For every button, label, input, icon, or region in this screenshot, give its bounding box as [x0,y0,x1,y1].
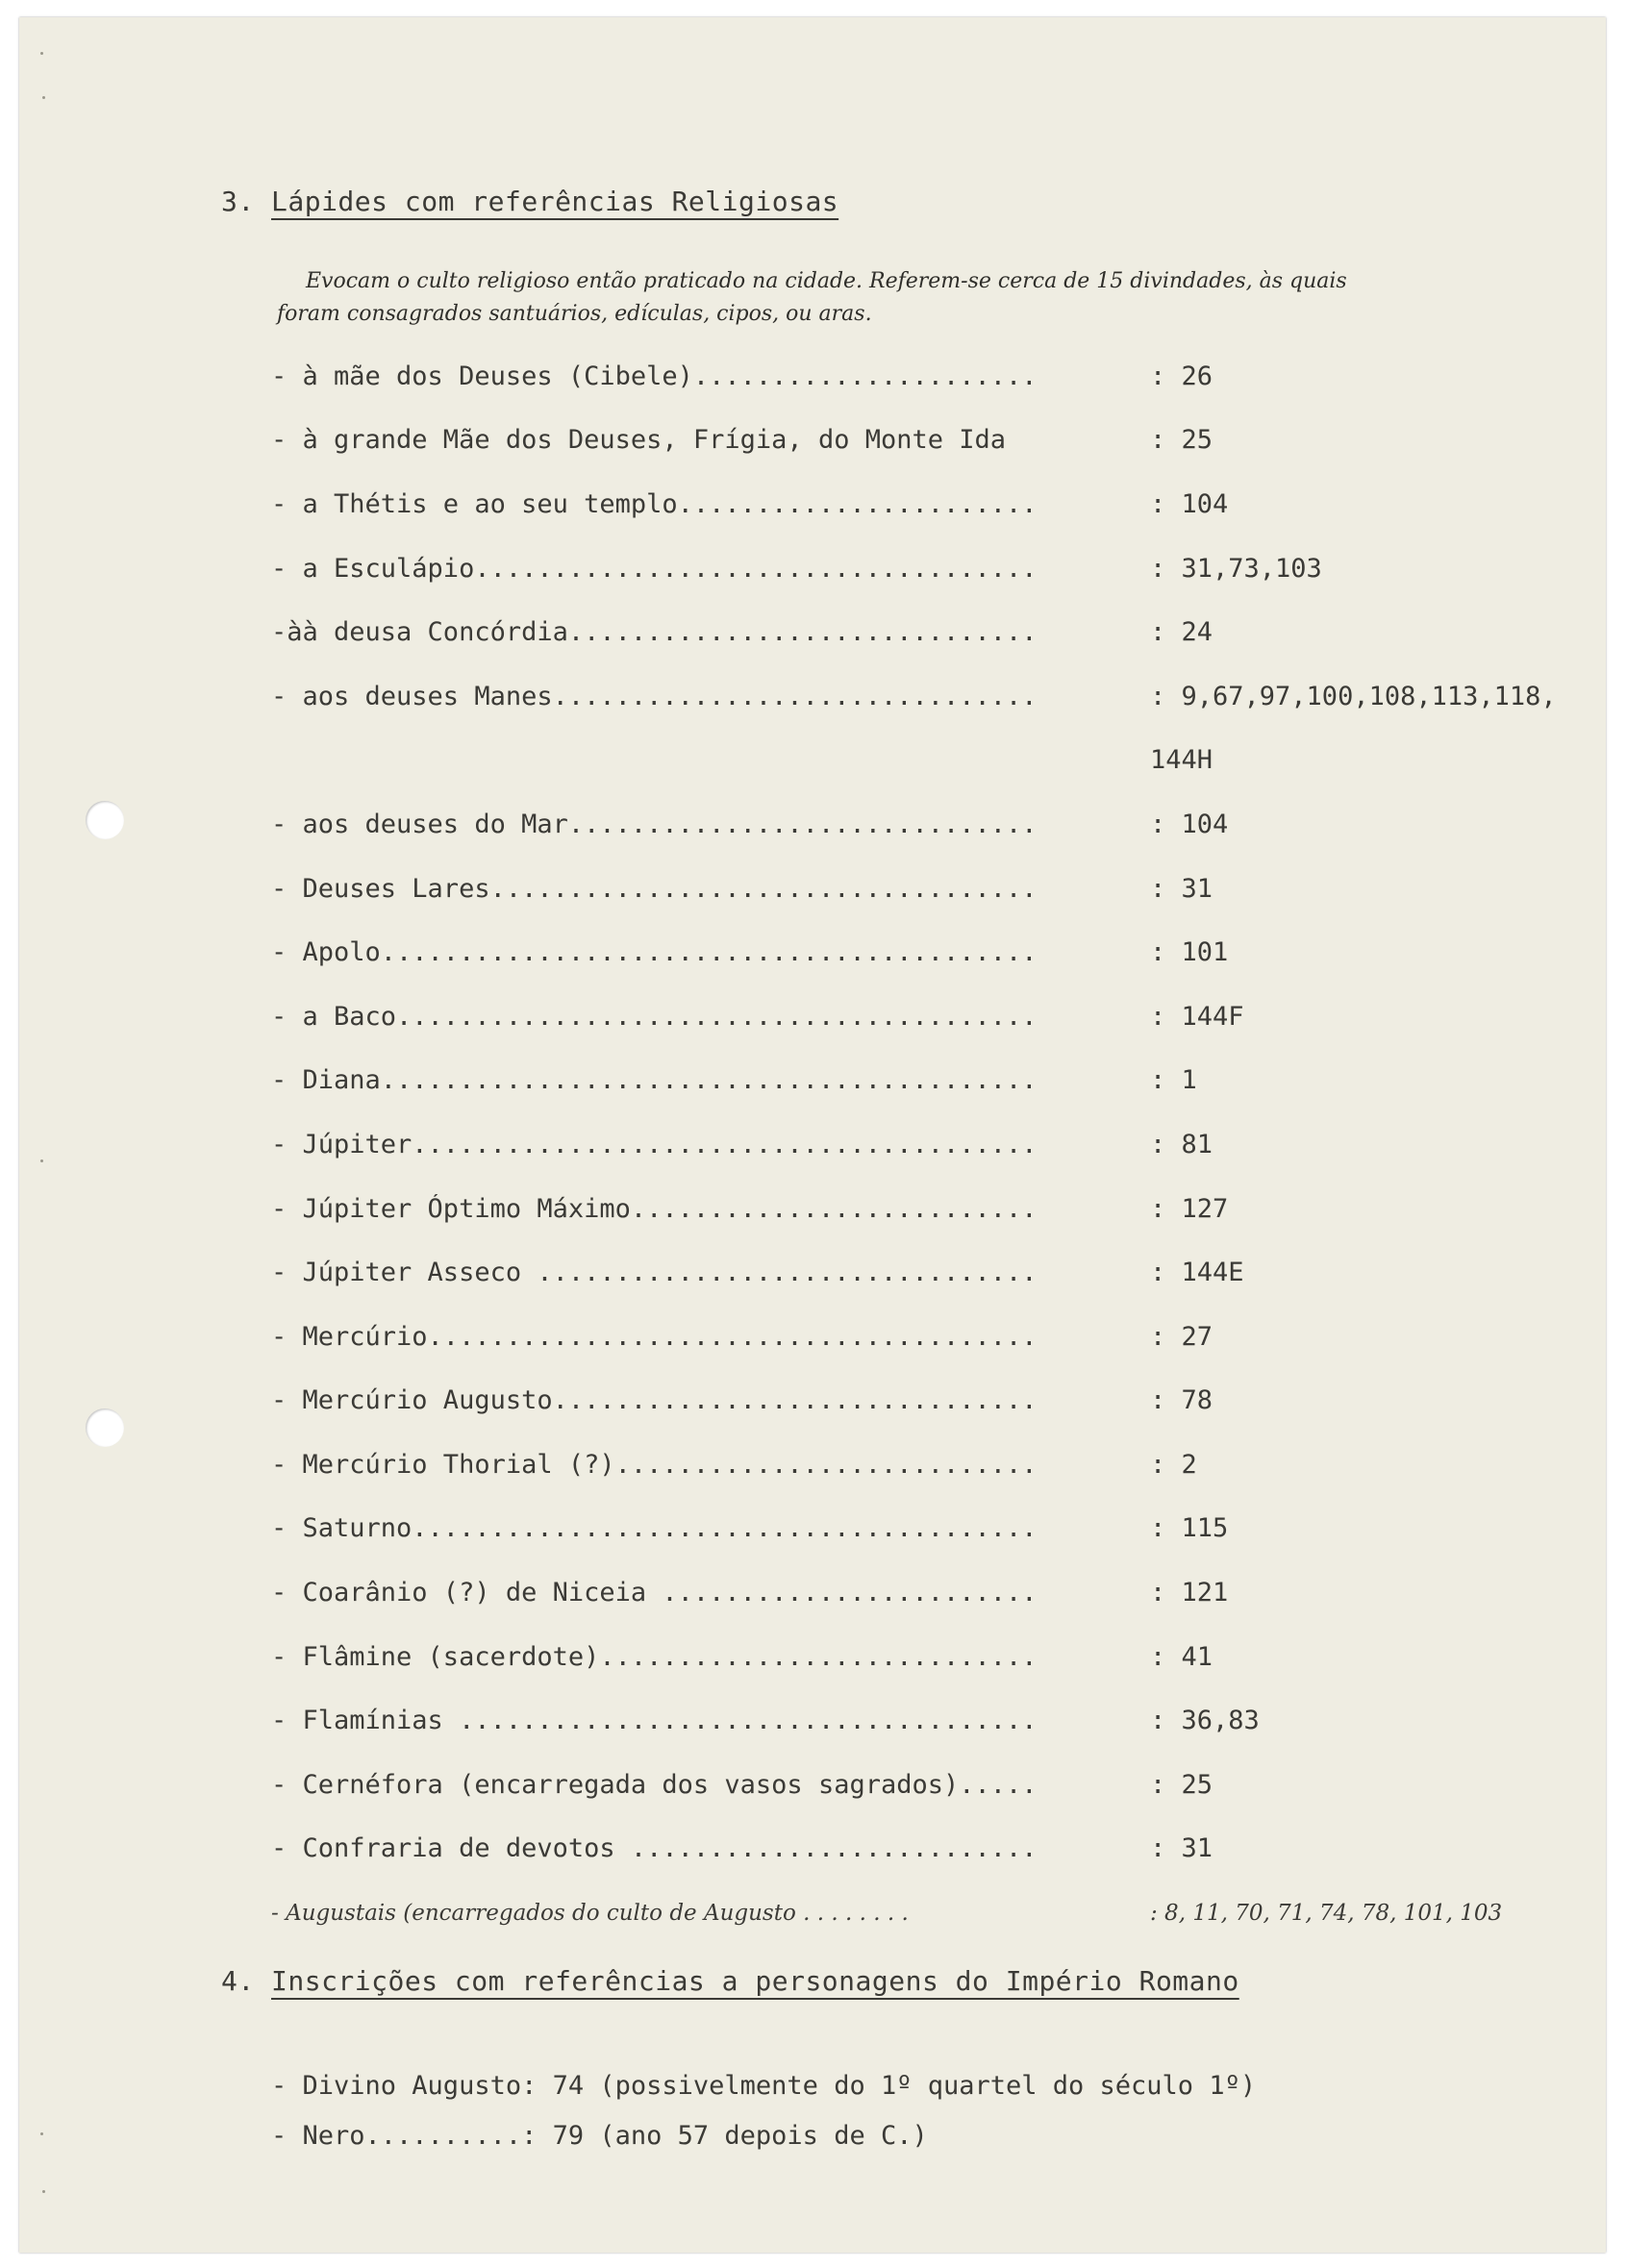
list-item [271,536,1598,601]
entry-value: : 9,67,97,100,108,113,118, [1150,681,1557,711]
entry-label: - Saturno........................................ [271,1513,1038,1544]
list-item [271,1625,1598,1689]
list-item-handwritten [271,1881,1598,1945]
entry-label: - Júpiter Óptimo Máximo.......................... [271,1193,1038,1224]
section-3-title: Lápides com referências Religiosas [271,186,839,217]
entry-label: -àà deusa Concórdia.............................. [271,617,1038,648]
list-item [271,1497,1598,1561]
punch-hole-top [86,801,124,839]
entry-label: - Augustais (encarregados do culto de Augusto . . . . . . . . [271,1900,909,1926]
entry-value: : 25 [1150,425,1213,456]
list-item [271,1433,1598,1497]
entry-value: : 31 [1150,1833,1213,1864]
entry-label: - Mercúrio Augusto............................... [271,1385,1038,1416]
list-item [271,664,1598,729]
entry-label: - aos deuses do Mar.............................. [271,809,1038,839]
list-item [271,344,1598,409]
list-item [271,1369,1598,1433]
handwritten-note-line-2: foram consagrados santuários, edículas, cipos, ou aras. [277,302,872,326]
list-item [271,600,1598,664]
list-item [271,1177,1598,1241]
entry-value: : 144F [1150,1001,1244,1032]
entry-label: - Flamínias ..................................... [271,1706,1038,1736]
list-item [271,1305,1598,1369]
list-item [271,1753,1598,1817]
entry-value: : 127 [1150,1193,1229,1224]
section-4-title: Inscrições com referências a personagens do Império Romano [271,1965,1239,1997]
list-item [271,1560,1598,1625]
list-item-continuation [271,729,1598,793]
entry-label: - Deuses Lares................................... [271,873,1038,904]
entry-label: - a Baco......................................... [271,1001,1038,1032]
entry-label: - aos deuses Manes............................... [271,681,1038,711]
entry-value: : 1 [1150,1065,1197,1096]
section-3-heading [221,186,838,217]
entry-label: - Júpiter Asseco ................................ [271,1258,1038,1288]
entry-value: : 31,73,103 [1150,553,1322,584]
list-item [271,1240,1598,1305]
entry-value: : 144E [1150,1258,1244,1288]
section-4-heading [221,1965,1239,1997]
entry-label: - à mãe dos Deuses (Cibele)...................... [271,361,1038,391]
scanned-page [19,17,1606,2253]
entry-label: - Mercúrio....................................... [271,1321,1038,1352]
entry-value: : 104 [1150,488,1229,519]
entry-value: : 8, 11, 70, 71, 74, 78, 101, 103 [1150,1900,1503,1926]
handwritten-note-line-1: Evocam o culto religioso então praticado na cidade. Referem-se cerca de 15 divindades, às quais [306,269,1347,293]
list-item [271,1688,1598,1753]
paper-speck [42,96,45,99]
entry-label: - Mercúrio Thorial (?)........................... [271,1449,1038,1480]
entry-value: 144H [1150,745,1213,776]
entry-label: - Cernéfora (encarregada dos vasos sagrados)..... [271,1769,1038,1800]
entry-value: : 81 [1150,1129,1213,1159]
paper-speck [42,2190,45,2193]
deity-index-list [271,344,1598,1945]
entry-value: : 24 [1150,617,1213,648]
entry-label: - Confraria de devotos .......................... [271,1833,1038,1864]
list-item [271,1817,1598,1882]
entry-label: - Flâmine (sacerdote)............................ [271,1641,1038,1672]
list-item [271,857,1598,921]
entry-value: : 78 [1150,1385,1213,1416]
list-item: - Nero..........: 79 (ano 57 depois de C.) [271,2120,928,2151]
list-item: - Divino Augusto: 74 (possivelmente do 1º quartel do século 1º) [271,2070,1257,2101]
entry-value: : 2 [1150,1449,1197,1480]
entry-value: : 26 [1150,361,1213,391]
entry-value: : 104 [1150,809,1229,839]
section-4-number: 4. [221,1965,255,1997]
entry-value: : 36,83 [1150,1706,1260,1736]
list-item [271,792,1598,857]
entry-label: - Coarânio (?) de Niceia ........................ [271,1578,1038,1608]
entry-value: : 25 [1150,1769,1213,1800]
list-item [271,472,1598,536]
list-item [271,409,1598,473]
paper-speck [40,52,43,55]
entry-value: : 121 [1150,1578,1229,1608]
list-item [271,984,1598,1049]
entry-value: : 101 [1150,937,1229,968]
entry-label: - Júpiter........................................ [271,1129,1038,1159]
entry-label: - a Esculápio.................................... [271,553,1038,584]
entry-label: - Diana.......................................... [271,1065,1038,1096]
list-item [271,1112,1598,1177]
entry-label: - a Thétis e ao seu templo....................... [271,488,1038,519]
entry-label: - à grande Mãe dos Deuses, Frígia, do Monte Ida [271,425,1007,456]
entry-value: : 31 [1150,873,1213,904]
punch-hole-bottom [86,1408,124,1447]
roman-persons-list [271,2060,1256,2160]
list-item [271,1049,1598,1113]
section-3-number: 3. [221,186,255,217]
entry-value: : 27 [1150,1321,1213,1352]
list-item [271,920,1598,984]
entry-value: : 41 [1150,1641,1213,1672]
entry-label: - Apolo.......................................... [271,937,1038,968]
entry-value: : 115 [1150,1513,1229,1544]
paper-speck [40,2132,43,2135]
paper-speck [40,1159,43,1162]
